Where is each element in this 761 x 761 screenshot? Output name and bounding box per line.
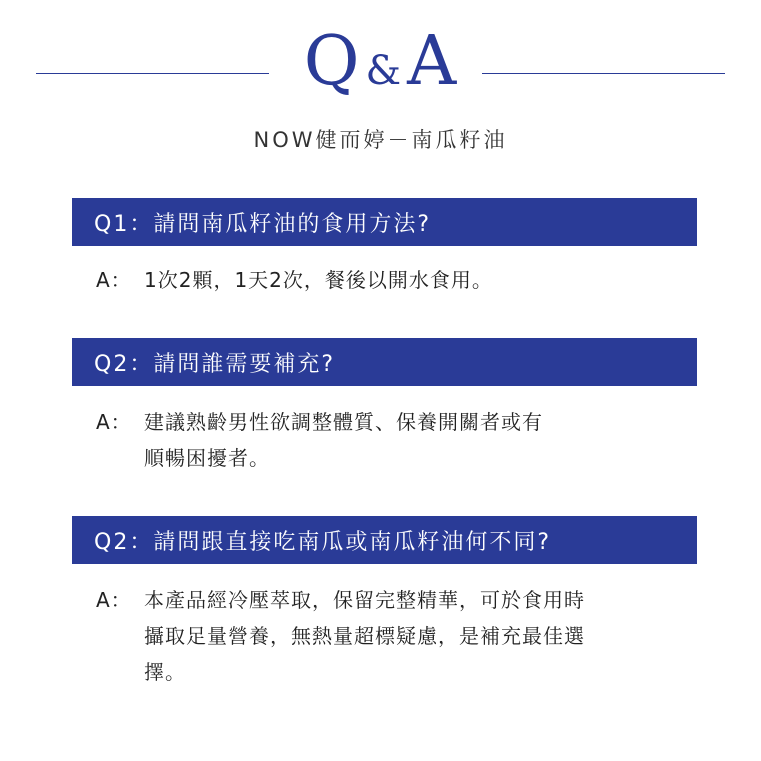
qa-logo-a: A (407, 22, 457, 101)
answer-block-1 (96, 262, 696, 298)
question-bar-3 (72, 516, 697, 564)
answer-label-1: A： (96, 268, 132, 292)
product-subtitle: NOW健而婷－南瓜籽油 (253, 128, 508, 152)
question-text-3: Q2：請問跟直接吃南瓜或南瓜籽油何不同? (94, 529, 551, 555)
answer-block-2 (96, 404, 696, 476)
right-divider-line (482, 73, 725, 74)
answer-line-2-2: 順暢困擾者。 (144, 446, 270, 470)
qa-logo-q: Q (303, 22, 360, 101)
answer-line-1-1: 1次2顆，1天2次，餐後以開水食用。 (144, 268, 493, 292)
question-bar-2 (72, 338, 697, 386)
answer-label-3: A： (96, 588, 132, 612)
question-bar-1 (72, 198, 697, 246)
left-divider-line (36, 73, 269, 74)
answer-line-3-1: 本產品經冷壓萃取，保留完整精華，可於食用時 (144, 588, 585, 612)
qa-logo-ampersand: & (365, 48, 402, 94)
question-text-1: Q1：請問南瓜籽油的食用方法? (94, 211, 431, 237)
answer-block-3 (96, 582, 696, 690)
answer-line-2-1: 建議熟齡男性欲調整體質、保養開關者或有 (144, 410, 543, 434)
answer-label-2: A： (96, 410, 132, 434)
qa-logo (284, 22, 476, 108)
question-text-2: Q2：請問誰需要補充? (94, 351, 335, 377)
answer-line-3-2: 攝取足量營養，無熱量超標疑慮，是補充最佳選 (144, 624, 585, 648)
answer-line-3-3: 擇。 (144, 660, 186, 684)
